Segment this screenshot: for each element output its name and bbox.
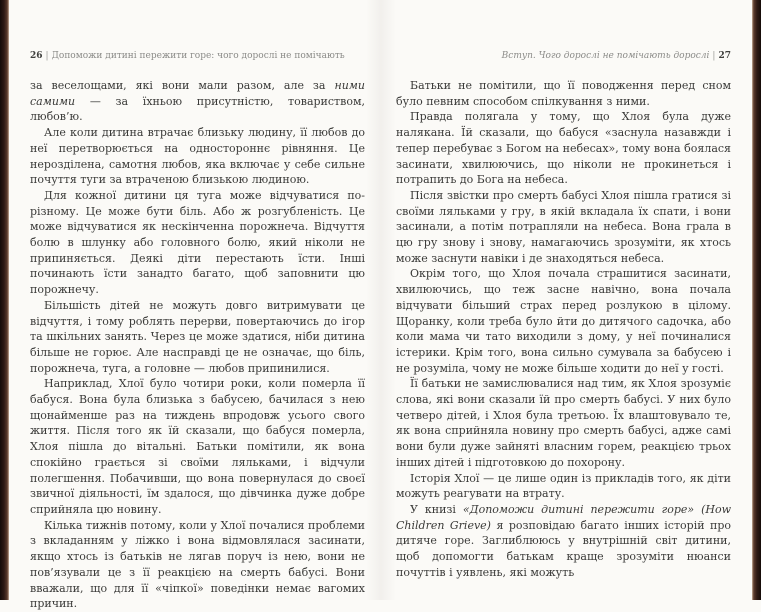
header-separator: | — [45, 51, 49, 61]
running-head-left — [30, 50, 365, 62]
book-cover-edge-right — [752, 0, 761, 600]
body-text: Для кожної дитини ця туга може відчуватися по-різному. Це може бути біль. Або ж розгубленість. Це може відчуватися як нескінченна порожнеча. Відчуття болю в шлунку або головного болю, який ніколи не припиняється. Деякі діти перестають їсти. Інші починають їсти занадто багато, щоб заповнити цю порожнечу. — [30, 188, 365, 297]
paragraph — [30, 376, 365, 517]
header-separator: | — [712, 51, 716, 61]
page-body-right — [396, 78, 731, 581]
paragraph — [30, 188, 365, 298]
page-body-left — [30, 78, 365, 612]
page-right-27 — [396, 0, 731, 600]
body-text: — за їхньою присутністю, товариством, любов’ю. — [30, 94, 365, 124]
paragraph — [30, 518, 365, 612]
body-text: Наприклад, Хлої було чотири роки, коли померла її бабуся. Вона була близька з бабусею, бачилася з нею щонайменше раз на тиждень впродовж усього свого життя. Після того як їй сказали, що бабуся померла, Хлоя пішла до вітальні. Батьки помітили, як вона спокійно грається зі своїми ляльками, і відчули полегшення. Побачивши, що вона повернулася до своєї звичної діяльності, їм здалося, що дівчинка дуже добре сприйняла цю новину. — [30, 377, 365, 516]
body-text: за веселощами, які вони мали разом, але за — [30, 79, 335, 92]
body-text: Кілька тижнів потому, коли у Хлої почалися проблеми з вкладанням у ліжко і вона відмовлялася засинати, якщо хтось із батьків не лягав поруч із нею, вони не пов’язували це з її реакцією на смерть бабусі. Вони вважали, що для її «чіпкої» поведінки немає вагомих причин. — [30, 518, 365, 611]
paragraph — [396, 471, 731, 502]
running-head-title-right: Вступ. Чого дорослі не помічають дорослі — [501, 51, 710, 61]
running-head-title-left: Допоможи дитині пережити горе: чого дорослі не помічають — [51, 51, 345, 61]
book-cover-edge-left — [0, 0, 9, 600]
paragraph — [30, 298, 365, 377]
italic-text: ними самими — [30, 79, 365, 108]
body-text: Батьки не помітили, що її поводження перед сном було певним способом спілкування з ними. — [396, 79, 731, 108]
page-number-right: 27 — [718, 51, 731, 61]
running-head-right — [396, 50, 731, 62]
body-text: Окрім того, що Хлоя почала страшитися засинати, хвилюючись, що теж засне навічно, вона почала відчувати більший страх перед розлукою в цілому. Щоранку, коли треба було йти до дитячого садочка, або коли мама чи тато виходили з дому, у неї починалися істерики. Крім того, вона сильно сумувала за бабусею і не розуміла, чому не може більше ходити до неї у гості. — [396, 267, 731, 375]
body-text: Історія Хлої — це лише один із прикладів того, як діти можуть реагувати на втрату. — [396, 471, 731, 501]
paragraph — [396, 502, 731, 581]
paragraph — [396, 188, 731, 267]
body-text: Більшість дітей не можуть довго витримувати це відчуття, і тому роблять перерви, повертаючись до ігор та шкільних занять. Через це може здатися, ніби дитина більше не горює. Але насправді це не означає, що біль, порожнеча, туга, а головне — любов припинилися. — [30, 298, 365, 375]
body-text: Після звістки про смерть бабусі Хлоя пішла гратися зі своїми ляльками у гру, в якій вкладала їх спати, і вони засинали, а потім потрапляли на небеса. Вона грала в цю гру знову і знову, намагаючись зрозуміти, як хтось може заснути навіки і де знаходяться небеса. — [396, 188, 731, 265]
page-number-left: 26 — [30, 51, 43, 61]
paragraph — [396, 266, 731, 376]
paragraph — [396, 109, 731, 188]
paragraph — [396, 78, 731, 109]
page-left-26 — [30, 0, 365, 611]
paragraph — [30, 78, 365, 125]
page-gutter — [366, 0, 396, 600]
body-text: я розповідаю багато інших історій про дитяче горе. Заглиблююсь у внутрішній світ дитини, щоб допомогти батькам краще зрозуміти нюанси почуттів і уявлень, які можуть — [396, 518, 731, 579]
italic-text: «Допоможи дитині пережити горе» (How Children Grieve) — [396, 502, 731, 532]
body-text: Але коли дитина втрачає близьку людину, її любов до неї перетворюється на одностороннє рівняння. Це нерозділена, самотня любов, яка включає у себе сильне почуття туги за втраченою близькою людиною. — [30, 126, 365, 187]
paragraph — [30, 125, 365, 188]
paragraph — [396, 376, 731, 470]
body-text: Правда полягала у тому, що Хлоя була дуже налякана. Їй сказали, що бабуся «заснула назавжди і тепер перебуває з Богом на небесах», тому вона боялася засинати, хвилюючись, що ніколи не прокинеться і потрапить до Бога на небеса. — [396, 110, 731, 187]
body-text: Її батьки не замислювалися над тим, як Хлоя зрозуміє слова, які вони сказали їй про смерть бабусі. У них було четверо дітей, і Хлоя була третьою. Їх влаштовувало те, як вона сприйняла новину про смерть бабусі, адже самі вони були дуже зайняті власним горем, реакцією трьох інших дітей і підготовкою до похорону. — [396, 377, 731, 469]
body-text: У книзі — [410, 502, 463, 516]
